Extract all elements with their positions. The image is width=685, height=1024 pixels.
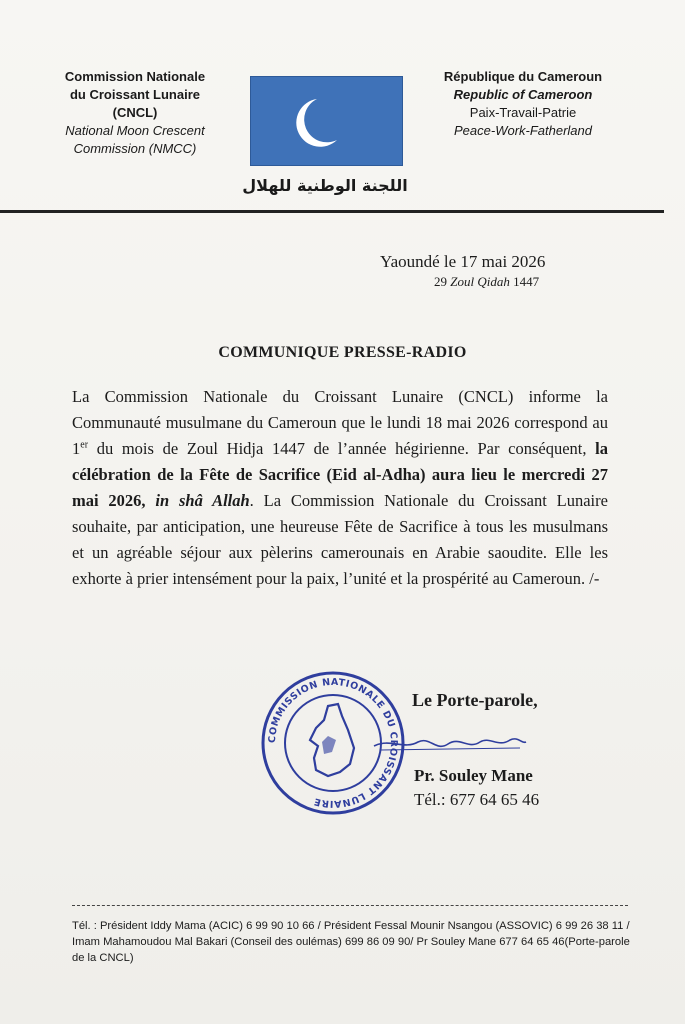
hijri-year: 1447: [513, 274, 540, 289]
republic-name-fr: République du Cameroun: [443, 69, 603, 84]
hijri-month: Zoul Qidah: [450, 274, 510, 289]
arabic-commission-name: اللجنة الوطنية للهلال: [242, 176, 408, 195]
document-title: COMMUNIQUE PRESSE-RADIO: [218, 344, 467, 361]
handwritten-signature-icon: [370, 724, 530, 764]
body-superscript: er: [80, 439, 89, 451]
commission-acronym-fr: (CNCL): [112, 105, 158, 120]
body-text-bold: la célébration de la Fête de Sacrifice (Eid al-Adha) aura lieu le mercredi 27 mai 2026,: [72, 439, 608, 510]
motto-fr: Paix-Travail-Patrie: [469, 105, 577, 120]
body-text-1: La Commission Nationale du Croissant Lunaire (CNCL) informe la Communauté musulmane du Cameroun que le lundi 18 mai 2026 correspond au 1: [72, 387, 608, 458]
signatory-phone: Tél.: 677 64 65 46: [414, 790, 540, 809]
header-left-commission: [30, 68, 240, 158]
signature-role: Le Porte-parole,: [412, 690, 538, 710]
commission-name-en-1: National Moon Crescent: [65, 123, 205, 138]
commission-name-fr-2: du Croissant Lunaire: [69, 87, 201, 102]
hijri-date: [434, 274, 634, 290]
motto-en: Peace-Work-Fatherland: [454, 123, 592, 138]
republic-name-en: Republic of Cameroon: [453, 87, 593, 102]
body-text-bold-italic: in shâ Allah: [155, 491, 250, 510]
crescent-flag-logo: [250, 76, 403, 166]
communique-body: [72, 384, 608, 592]
crescent-moon-icon: [251, 77, 402, 165]
body-text-3: . La Commission Nationale du Croissant Lunaire souhaite, par anticipation, une heureuse Fête de Sacrifice à tous les musulmans et un agréable séjour aux pèlerins camerounais en Arabie saoudite. Elle les exhorte à prier intensément pour la paix, l’unité et la prospérité au Cameroun. /-: [72, 491, 608, 588]
hijri-day: 29: [434, 274, 447, 289]
body-text-2: du mois de Zoul Hidja 1447 de l’année hégirienne. Par conséquent,: [88, 439, 596, 458]
footer-contacts: Tél. : Président Iddy Mama (ACIC) 6 99 90 10 66 / Président Fessal Mounir Nsangou (ASSOVIC) 6 99 26 38 11 / Imam Mahamoudou Mal Bakari (Conseil des oulémas) 699 86 09 90/ Pr Souley Mane 677 64 65 46(Porte-parole de la CNCL): [72, 920, 630, 964]
header-right-republic: [418, 68, 628, 140]
signatory-name: Pr. Souley Mane: [414, 766, 533, 785]
footer-divider: [72, 905, 628, 906]
commission-name-en-2: Commission (NMCC): [73, 141, 197, 156]
svg-text:COMMISSION NATIONALE DU CROISS: COMMISSION NATIONALE DU CROISSANT LUNAIRE: [266, 676, 400, 810]
gregorian-date: Yaoundé le 17 mai 2026: [380, 252, 546, 271]
header-divider: [0, 210, 664, 213]
commission-name-fr-1: Commission Nationale: [64, 69, 206, 84]
